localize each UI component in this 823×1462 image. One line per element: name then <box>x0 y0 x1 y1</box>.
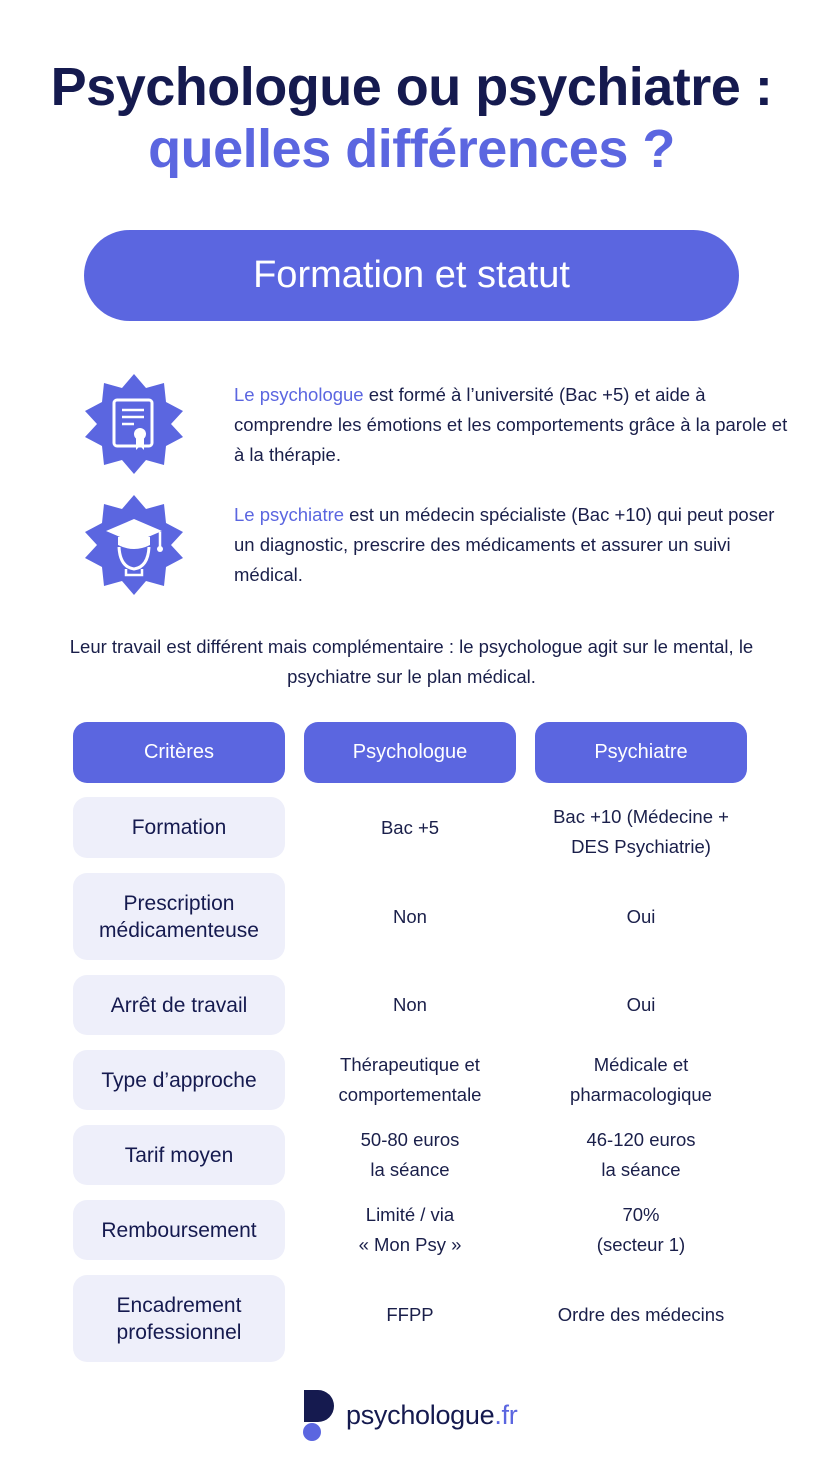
psychologue-highlight: Le psychologue <box>234 384 364 405</box>
brand-name: psychologue <box>346 1399 495 1430</box>
cell-psychiatre-remboursement: 70% (secteur 1) <box>596 1204 686 1255</box>
cell-psychologue-arret: Non <box>393 994 427 1015</box>
cell-psychiatre-encadrement: Ordre des médecins <box>557 1304 725 1325</box>
graduate-cap-icon <box>82 493 186 597</box>
cell-psychologue-tarif: 50-80 euros la séance <box>360 1129 460 1180</box>
page-title <box>0 56 823 180</box>
header-psychologue: Psychologue <box>304 722 516 783</box>
cell-psychologue-approche: Thérapeutique et comportementale <box>338 1054 482 1105</box>
row-label-tarif: Tarif moyen <box>73 1125 285 1185</box>
title-line-1: Psychologue ou psychiatre : <box>50 57 773 117</box>
psychologue-text: est formé à l’université (Bac +5) et aide à comprendre les émotions et les comportements grâce à la parole et à la thérapie. <box>234 384 788 465</box>
cell-psychiatre-tarif: 46-120 euros la séance <box>586 1129 696 1180</box>
psychologue-description <box>234 380 794 470</box>
row-label-remboursement: Remboursement <box>73 1200 285 1260</box>
header-psychiatre: Psychiatre <box>535 722 747 783</box>
row-label-encadrement: Encadrement professionnel <box>73 1275 285 1362</box>
psychiatre-text: est un médecin spécialiste (Bac +10) qui peut poser un diagnostic, prescrire des médicaments et assurer un suivi médical. <box>234 504 775 585</box>
row-label-approche: Type d’approche <box>73 1050 285 1110</box>
summary-text: Leur travail est différent mais complémentaire : le psychologue agit sur le mental, le psychiatre sur le plan médical. <box>69 636 754 687</box>
diploma-icon <box>82 372 186 476</box>
cell-psychiatre-prescription: Oui <box>626 905 656 927</box>
row-label-arret: Arrêt de travail <box>73 975 285 1035</box>
title-line-2: quelles différences ? <box>148 119 675 179</box>
brand-logo-text <box>346 1400 517 1431</box>
section-title: Formation et statut <box>84 230 739 321</box>
cell-psychiatre-formation: Bac +10 (Médecine + DES Psychiatrie) <box>553 806 729 857</box>
psychiatre-highlight: Le psychiatre <box>234 504 345 525</box>
brand-logo-icon <box>300 1388 336 1442</box>
cell-psychologue-formation: Bac +5 <box>380 816 440 838</box>
row-label-prescription: Prescription médicamenteuse <box>73 873 285 960</box>
cell-psychologue-remboursement: Limité / via « Mon Psy » <box>358 1204 462 1255</box>
cell-psychologue-encadrement: FFPP <box>386 1304 434 1325</box>
header-criteres: Critères <box>73 722 285 783</box>
psychiatre-description <box>234 500 794 590</box>
brand-logo <box>300 1388 517 1442</box>
cell-psychiatre-arret: Oui <box>626 994 656 1015</box>
cell-psychiatre-approche: Médicale et pharmacologique <box>570 1054 712 1105</box>
brand-tld: .fr <box>494 1399 518 1430</box>
cell-psychologue-prescription: Non <box>393 905 427 927</box>
row-label-formation: Formation <box>73 797 285 858</box>
